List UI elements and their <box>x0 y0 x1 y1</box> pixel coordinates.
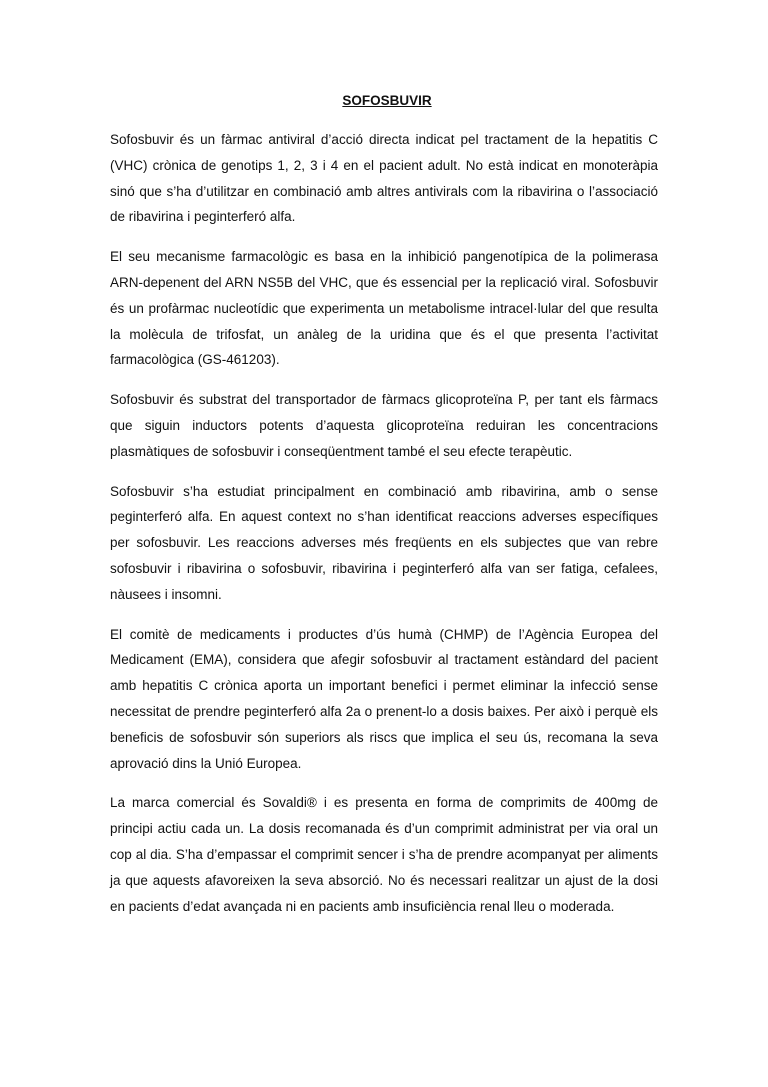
document-title: SOFOSBUVIR <box>342 93 432 108</box>
paragraph-interactions: Sofosbuvir és substrat del transportador de fàrmacs glicoproteïna P, per tant els fàrmacs que siguin inductors potents d’aquesta glicoproteïna reduiran les concentracions plasmàtiques de sofosbuvir i conseqüentment també el seu efecte terapèutic. <box>110 392 658 459</box>
paragraph-adverse-reactions: Sofosbuvir s’ha estudiat principalment en combinació amb ribavirina, amb o sense peginterferó alfa. En aquest context no s’han identificat reaccions adverses específiques per sofosbuvir. Les reaccions adverses més freqüents en els subjectes que van rebre sofosbuvir i ribavirina o sofosbuvir, ribavirina i peginterferó alfa van ser fatiga, cefalees, nàusees i insomni. <box>110 483 658 602</box>
paragraph-indication: Sofosbuvir és un fàrmac antiviral d’acció directa indicat pel tractament de la hepatitis C (VHC) crònica de genotips 1, 2, 3 i 4 en el pacient adult. No està indicat en monoteràpia sinó que s’ha d’utilitzar en combinació amb altres antivirals com la ribavirina o l’associació de ribavirina i peginterferó alfa. <box>110 132 658 225</box>
document-page <box>110 92 658 933</box>
paragraph-chmp-evaluation: El comitè de medicaments i productes d’ús humà (CHMP) de l’Agència Europea del Medicament (EMA), considera que afegir sofosbuvir al tractament estàndard del pacient amb hepatitis C crònica aporta un important benefici i permet eliminar la infecció sense necessitat de prendre peginterferó alfa 2a o prenent-lo a dosis baixes. Per això i perquè els beneficis de sofosbuvir són superiors als riscs que implica el seu ús, recomana la seva aprovació dins la Unió Europea. <box>110 626 658 771</box>
paragraph-dosage: La marca comercial és Sovaldi® i es presenta en forma de comprimits de 400mg de principi actiu cada un. La dosis recomanada és d’un comprimit administrat per via oral un cop al dia. S’ha d’empassar el comprimit sencer i s’ha de prendre acompanyat per aliments ja que aquests afavoreixen la seva absorció. No és necessari realitzar un ajust de la dosi en pacients d’edat avançada ni en pacients amb insuficiència renal lleu o moderada. <box>110 795 658 914</box>
paragraph-mechanism: El seu mecanisme farmacològic es basa en la inhibició pangenotípica de la polimerasa ARN-depenent del ARN NS5B del VHC, que és essencial per la replicació viral. Sofosbuvir és un profàrmac nucleotídic que experimenta un metabolisme intracel·lular del que resulta la molècula de trifosfat, un anàleg de la uridina que és el que presenta l’activitat farmacològica (GS-461203). <box>110 249 658 368</box>
